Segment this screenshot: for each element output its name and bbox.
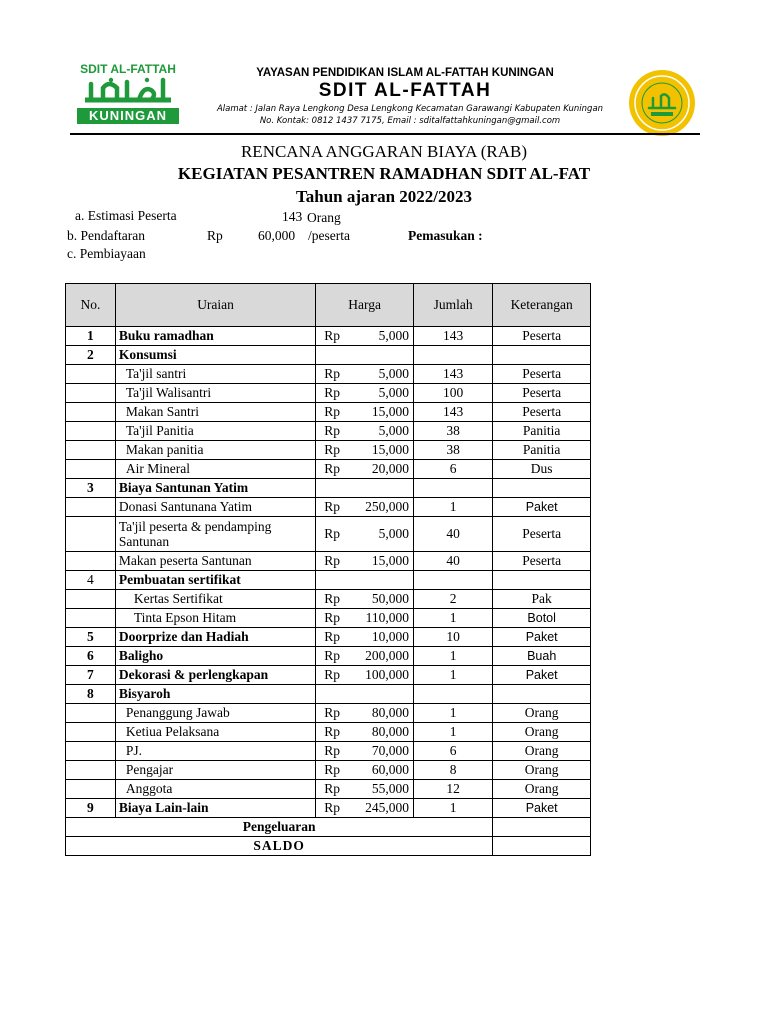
row-quantity: 6 bbox=[414, 460, 493, 479]
price-currency: Rp bbox=[324, 724, 341, 739]
row-quantity: 143 bbox=[414, 365, 493, 384]
row-quantity: 10 bbox=[414, 628, 493, 647]
row-price bbox=[316, 780, 414, 799]
price-value: 15,000 bbox=[371, 404, 409, 419]
doc-title: RENCANA ANGGARAN BIAYA (RAB) bbox=[240, 142, 528, 161]
price-value: 15,000 bbox=[371, 553, 409, 568]
price-value: 5,000 bbox=[378, 423, 409, 438]
col-header-uraian: Uraian bbox=[115, 284, 315, 327]
table-row bbox=[66, 742, 591, 761]
saldo-value bbox=[493, 837, 591, 856]
row-description: Pengajar bbox=[115, 761, 315, 780]
table-row bbox=[66, 704, 591, 723]
info-a-value: 143 bbox=[282, 209, 303, 224]
header-divider bbox=[70, 133, 700, 135]
calligraphy-icon bbox=[81, 76, 175, 106]
row-number bbox=[66, 761, 116, 780]
row-note: Botol bbox=[493, 609, 591, 628]
col-header-no: No. bbox=[66, 284, 116, 327]
table-row bbox=[66, 571, 591, 590]
row-quantity: 12 bbox=[414, 780, 493, 799]
row-price bbox=[316, 517, 414, 552]
table-row bbox=[66, 384, 591, 403]
price-value: 5,000 bbox=[378, 526, 409, 541]
row-quantity: 6 bbox=[414, 742, 493, 761]
row-note: Peserta bbox=[493, 552, 591, 571]
row-description: Doorprize dan Hadiah bbox=[115, 628, 315, 647]
table-row bbox=[66, 723, 591, 742]
row-note: Pak bbox=[493, 590, 591, 609]
price-value: 5,000 bbox=[378, 328, 409, 343]
row-note: Panitia bbox=[493, 422, 591, 441]
price-value: 200,000 bbox=[365, 648, 409, 663]
table-row bbox=[66, 498, 591, 517]
seal-logo-icon bbox=[627, 68, 697, 138]
row-note bbox=[493, 479, 591, 498]
row-price bbox=[316, 403, 414, 422]
logo-top-text: SDIT AL-FATTAH bbox=[80, 62, 176, 76]
price-value: 70,000 bbox=[371, 743, 409, 758]
row-quantity bbox=[414, 685, 493, 704]
table-row bbox=[66, 666, 591, 685]
row-note: Paket bbox=[493, 799, 591, 818]
school-logo bbox=[77, 62, 179, 124]
pengeluaran-value bbox=[493, 818, 591, 837]
row-description: Ta'jil santri bbox=[115, 365, 315, 384]
row-quantity: 40 bbox=[414, 517, 493, 552]
row-quantity: 143 bbox=[414, 403, 493, 422]
row-number bbox=[66, 780, 116, 799]
doc-subtitle: KEGIATAN PESANTREN RAMADHAN SDIT AL-FAT bbox=[177, 164, 591, 183]
row-quantity: 38 bbox=[414, 422, 493, 441]
price-currency: Rp bbox=[324, 610, 341, 625]
row-note bbox=[493, 346, 591, 365]
row-price bbox=[316, 742, 414, 761]
table-row bbox=[66, 628, 591, 647]
logo-bottom-text: KUNINGAN bbox=[88, 108, 168, 123]
row-number: 4 bbox=[66, 571, 116, 590]
row-description: Pembuatan sertifikat bbox=[115, 571, 315, 590]
row-note: Peserta bbox=[493, 403, 591, 422]
row-quantity: 1 bbox=[414, 498, 493, 517]
table-row bbox=[66, 590, 591, 609]
row-price bbox=[316, 647, 414, 666]
row-note: Buah bbox=[493, 647, 591, 666]
row-number bbox=[66, 498, 116, 517]
row-quantity: 1 bbox=[414, 666, 493, 685]
info-c-label: c. Pembiayaan bbox=[67, 246, 146, 261]
row-number bbox=[66, 517, 116, 552]
row-number bbox=[66, 460, 116, 479]
table-row bbox=[66, 403, 591, 422]
table-row bbox=[66, 552, 591, 571]
row-number bbox=[66, 441, 116, 460]
row-note: Dus bbox=[493, 460, 591, 479]
row-description: Baligho bbox=[115, 647, 315, 666]
row-number bbox=[66, 609, 116, 628]
pemasukan-label: Pemasukan : bbox=[408, 228, 483, 243]
row-description: Dekorasi & perlengkapan bbox=[115, 666, 315, 685]
row-number bbox=[66, 723, 116, 742]
row-price bbox=[316, 441, 414, 460]
info-b-unit: /peserta bbox=[308, 228, 350, 243]
row-number bbox=[66, 403, 116, 422]
row-note: Orang bbox=[493, 742, 591, 761]
table-row bbox=[66, 799, 591, 818]
table-row bbox=[66, 780, 591, 799]
row-price bbox=[316, 704, 414, 723]
row-number bbox=[66, 590, 116, 609]
info-a-label: a. Estimasi Peserta bbox=[75, 208, 177, 223]
row-description: Biaya Santunan Yatim bbox=[115, 479, 315, 498]
row-note: Panitia bbox=[493, 441, 591, 460]
price-currency: Rp bbox=[324, 648, 341, 663]
row-description: Konsumsi bbox=[115, 346, 315, 365]
row-description: Makan Santri bbox=[115, 403, 315, 422]
price-currency: Rp bbox=[324, 705, 341, 720]
price-currency: Rp bbox=[324, 781, 341, 796]
row-number bbox=[66, 422, 116, 441]
row-quantity: 1 bbox=[414, 609, 493, 628]
price-currency: Rp bbox=[324, 526, 341, 541]
info-b-rp: Rp bbox=[207, 228, 223, 243]
row-number: 3 bbox=[66, 479, 116, 498]
price-currency: Rp bbox=[324, 743, 341, 758]
row-number: 6 bbox=[66, 647, 116, 666]
school-name: SDIT AL-FATTAH bbox=[318, 80, 492, 101]
row-number: 7 bbox=[66, 666, 116, 685]
price-value: 245,000 bbox=[365, 800, 409, 815]
row-number bbox=[66, 552, 116, 571]
row-note: Orang bbox=[493, 704, 591, 723]
row-number: 2 bbox=[66, 346, 116, 365]
col-header-keterangan: Keterangan bbox=[493, 284, 591, 327]
row-description: Donasi Santunana Yatim bbox=[115, 498, 315, 517]
row-quantity: 143 bbox=[414, 327, 493, 346]
pengeluaran-label: Pengeluaran bbox=[66, 818, 493, 837]
price-currency: Rp bbox=[324, 328, 341, 343]
row-price bbox=[316, 498, 414, 517]
row-note: Peserta bbox=[493, 327, 591, 346]
info-b-label: b. Pendaftaran bbox=[67, 228, 145, 243]
price-currency: Rp bbox=[324, 800, 341, 815]
price-currency: Rp bbox=[324, 366, 341, 381]
row-description: Ta'jil Walisantri bbox=[115, 384, 315, 403]
row-quantity: 40 bbox=[414, 552, 493, 571]
row-number bbox=[66, 704, 116, 723]
price-value: 50,000 bbox=[371, 591, 409, 606]
row-description: Makan peserta Santunan bbox=[115, 552, 315, 571]
price-currency: Rp bbox=[324, 667, 341, 682]
row-description: Air Mineral bbox=[115, 460, 315, 479]
row-quantity: 1 bbox=[414, 704, 493, 723]
row-price bbox=[316, 609, 414, 628]
table-row bbox=[66, 441, 591, 460]
table-row bbox=[66, 479, 591, 498]
row-description: Ta'jil Panitia bbox=[115, 422, 315, 441]
table-row bbox=[66, 460, 591, 479]
row-note: Orang bbox=[493, 723, 591, 742]
price-value: 250,000 bbox=[365, 499, 409, 514]
row-quantity: 2 bbox=[414, 590, 493, 609]
price-value: 20,000 bbox=[371, 461, 409, 476]
row-price bbox=[316, 327, 414, 346]
row-note: Orang bbox=[493, 761, 591, 780]
row-price bbox=[316, 552, 414, 571]
row-price bbox=[316, 365, 414, 384]
doc-year: Tahun ajaran 2022/2023 bbox=[295, 187, 473, 206]
info-b-value: 60,000 bbox=[258, 228, 296, 243]
row-quantity: 8 bbox=[414, 761, 493, 780]
pengeluaran-row bbox=[66, 818, 591, 837]
row-price bbox=[316, 590, 414, 609]
row-price bbox=[316, 761, 414, 780]
row-description: Kertas Sertifikat bbox=[115, 590, 315, 609]
row-note: Paket bbox=[493, 666, 591, 685]
row-price bbox=[316, 628, 414, 647]
row-description: Ta'jil peserta & pendamping Santunan bbox=[115, 517, 315, 552]
row-description: Penanggung Jawab bbox=[115, 704, 315, 723]
row-quantity: 1 bbox=[414, 799, 493, 818]
row-note: Peserta bbox=[493, 384, 591, 403]
row-price bbox=[316, 571, 414, 590]
row-price bbox=[316, 723, 414, 742]
row-price bbox=[316, 479, 414, 498]
price-currency: Rp bbox=[324, 442, 341, 457]
row-number: 9 bbox=[66, 799, 116, 818]
price-value: 15,000 bbox=[371, 442, 409, 457]
row-number bbox=[66, 384, 116, 403]
price-value: 100,000 bbox=[365, 667, 409, 682]
row-price bbox=[316, 799, 414, 818]
organization-name: YAYASAN PENDIDIKAN ISLAM AL-FATTAH KUNINGAN bbox=[256, 67, 554, 79]
col-header-jumlah: Jumlah bbox=[414, 284, 493, 327]
table-header-row bbox=[66, 284, 591, 327]
row-note: Orang bbox=[493, 780, 591, 799]
info-a-unit: Orang bbox=[307, 210, 341, 225]
row-number bbox=[66, 365, 116, 384]
table-row bbox=[66, 609, 591, 628]
row-description: PJ. bbox=[115, 742, 315, 761]
contact-line: No. Kontak: 0812 1437 7175, Email : sditalfattahkuningan@gmail.com bbox=[259, 116, 561, 126]
row-quantity: 100 bbox=[414, 384, 493, 403]
price-currency: Rp bbox=[324, 629, 341, 644]
row-quantity bbox=[414, 479, 493, 498]
table-row bbox=[66, 517, 591, 552]
row-description: Anggota bbox=[115, 780, 315, 799]
row-quantity: 38 bbox=[414, 441, 493, 460]
row-number: 8 bbox=[66, 685, 116, 704]
table-row bbox=[66, 647, 591, 666]
price-currency: Rp bbox=[324, 762, 341, 777]
table-row bbox=[66, 761, 591, 780]
table-row bbox=[66, 422, 591, 441]
row-price bbox=[316, 346, 414, 365]
price-currency: Rp bbox=[324, 404, 341, 419]
row-description: Biaya Lain-lain bbox=[115, 799, 315, 818]
row-price bbox=[316, 666, 414, 685]
table-row bbox=[66, 685, 591, 704]
address-line: Alamat : Jalan Raya Lengkong Desa Lengkong Kecamatan Garawangi Kabupaten Kuningan bbox=[216, 104, 604, 114]
price-value: 110,000 bbox=[365, 610, 409, 625]
table-row bbox=[66, 365, 591, 384]
price-currency: Rp bbox=[324, 553, 341, 568]
price-currency: Rp bbox=[324, 461, 341, 476]
col-header-harga: Harga bbox=[316, 284, 414, 327]
row-note bbox=[493, 685, 591, 704]
price-currency: Rp bbox=[324, 423, 341, 438]
row-description: Buku ramadhan bbox=[115, 327, 315, 346]
price-currency: Rp bbox=[324, 499, 341, 514]
row-note bbox=[493, 571, 591, 590]
price-value: 80,000 bbox=[371, 705, 409, 720]
row-price bbox=[316, 460, 414, 479]
row-quantity: 1 bbox=[414, 723, 493, 742]
row-description: Ketiua Pelaksana bbox=[115, 723, 315, 742]
row-quantity bbox=[414, 346, 493, 365]
logo-bottom-band bbox=[77, 108, 179, 124]
row-price bbox=[316, 685, 414, 704]
row-number: 1 bbox=[66, 327, 116, 346]
row-description: Bisyaroh bbox=[115, 685, 315, 704]
price-value: 10,000 bbox=[371, 629, 409, 644]
price-currency: Rp bbox=[324, 591, 341, 606]
row-price bbox=[316, 422, 414, 441]
row-note: Peserta bbox=[493, 365, 591, 384]
row-quantity bbox=[414, 571, 493, 590]
table-row bbox=[66, 346, 591, 365]
table-row bbox=[66, 327, 591, 346]
price-value: 5,000 bbox=[378, 366, 409, 381]
row-number bbox=[66, 742, 116, 761]
row-note: Paket bbox=[493, 628, 591, 647]
row-price bbox=[316, 384, 414, 403]
row-number: 5 bbox=[66, 628, 116, 647]
price-value: 5,000 bbox=[378, 385, 409, 400]
price-value: 55,000 bbox=[371, 781, 409, 796]
row-quantity: 1 bbox=[414, 647, 493, 666]
row-description: Makan panitia bbox=[115, 441, 315, 460]
row-description: Tinta Epson Hitam bbox=[115, 609, 315, 628]
saldo-row bbox=[66, 837, 591, 856]
row-note: Peserta bbox=[493, 517, 591, 552]
price-currency: Rp bbox=[324, 385, 341, 400]
row-note: Paket bbox=[493, 498, 591, 517]
saldo-label: SALDO bbox=[66, 837, 493, 856]
price-value: 60,000 bbox=[371, 762, 409, 777]
price-value: 80,000 bbox=[371, 724, 409, 739]
budget-table bbox=[65, 283, 591, 856]
